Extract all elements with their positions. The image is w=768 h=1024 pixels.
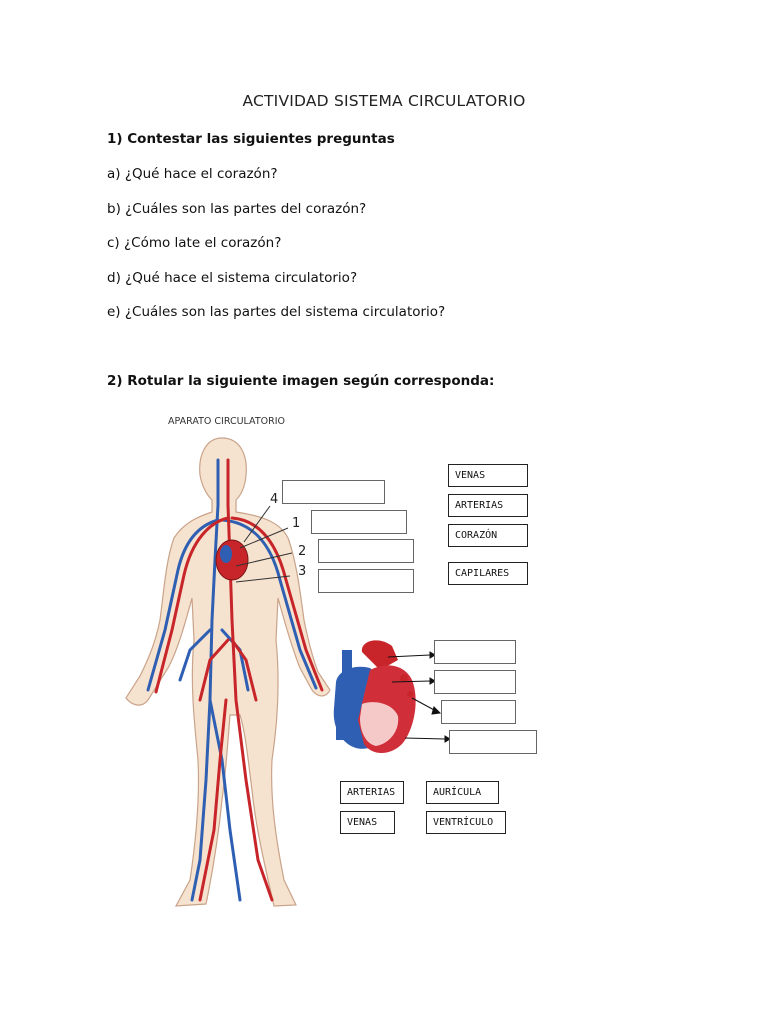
question-d: d) ¿Qué hace el sistema circulatorio? xyxy=(107,270,358,286)
word-bank-heart-venas: VENAS xyxy=(340,811,395,834)
section-1-heading: 1) Contestar las siguientes preguntas xyxy=(107,131,395,147)
body-label-blank-1[interactable] xyxy=(311,510,407,534)
callout-number-4: 4 xyxy=(270,492,279,507)
page-title: ACTIVIDAD SISTEMA CIRCULATORIO xyxy=(242,92,526,110)
word-bank-corazon: CORAZÓN xyxy=(448,524,528,547)
word-bank-venas: VENAS xyxy=(448,464,528,487)
question-c: c) ¿Cómo late el corazón? xyxy=(107,235,282,251)
heart-label-blank-2[interactable] xyxy=(434,670,516,694)
figure-title: APARATO CIRCULATORIO xyxy=(168,416,285,427)
heart-label-blank-1[interactable] xyxy=(434,640,516,664)
callout-number-1: 1 xyxy=(292,516,301,531)
word-bank-capilares: CAPILARES xyxy=(448,562,528,585)
word-bank-ventriculo: VENTRÍCULO xyxy=(426,811,506,834)
heart-label-blank-4[interactable] xyxy=(449,730,537,754)
section-2-heading: 2) Rotular la siguiente imagen según corresponda: xyxy=(107,373,495,389)
question-b: b) ¿Cuáles son las partes del corazón? xyxy=(107,201,367,217)
callout-number-3: 3 xyxy=(298,564,307,579)
body-heart-illustration xyxy=(216,540,248,580)
word-bank-heart-arterias: ARTERIAS xyxy=(340,781,404,804)
body-label-blank-3[interactable] xyxy=(318,569,414,593)
question-e: e) ¿Cuáles son las partes del sistema circulatorio? xyxy=(107,304,446,320)
heart-detail-illustration xyxy=(334,640,416,753)
callout-number-2: 2 xyxy=(298,544,307,559)
heart-label-blank-3[interactable] xyxy=(441,700,516,724)
word-bank-arterias: ARTERIAS xyxy=(448,494,528,517)
question-a: a) ¿Qué hace el corazón? xyxy=(107,166,278,182)
word-bank-auricula: AURÍCULA xyxy=(426,781,499,804)
body-label-blank-4[interactable] xyxy=(282,480,385,504)
body-label-blank-2[interactable] xyxy=(318,539,414,563)
